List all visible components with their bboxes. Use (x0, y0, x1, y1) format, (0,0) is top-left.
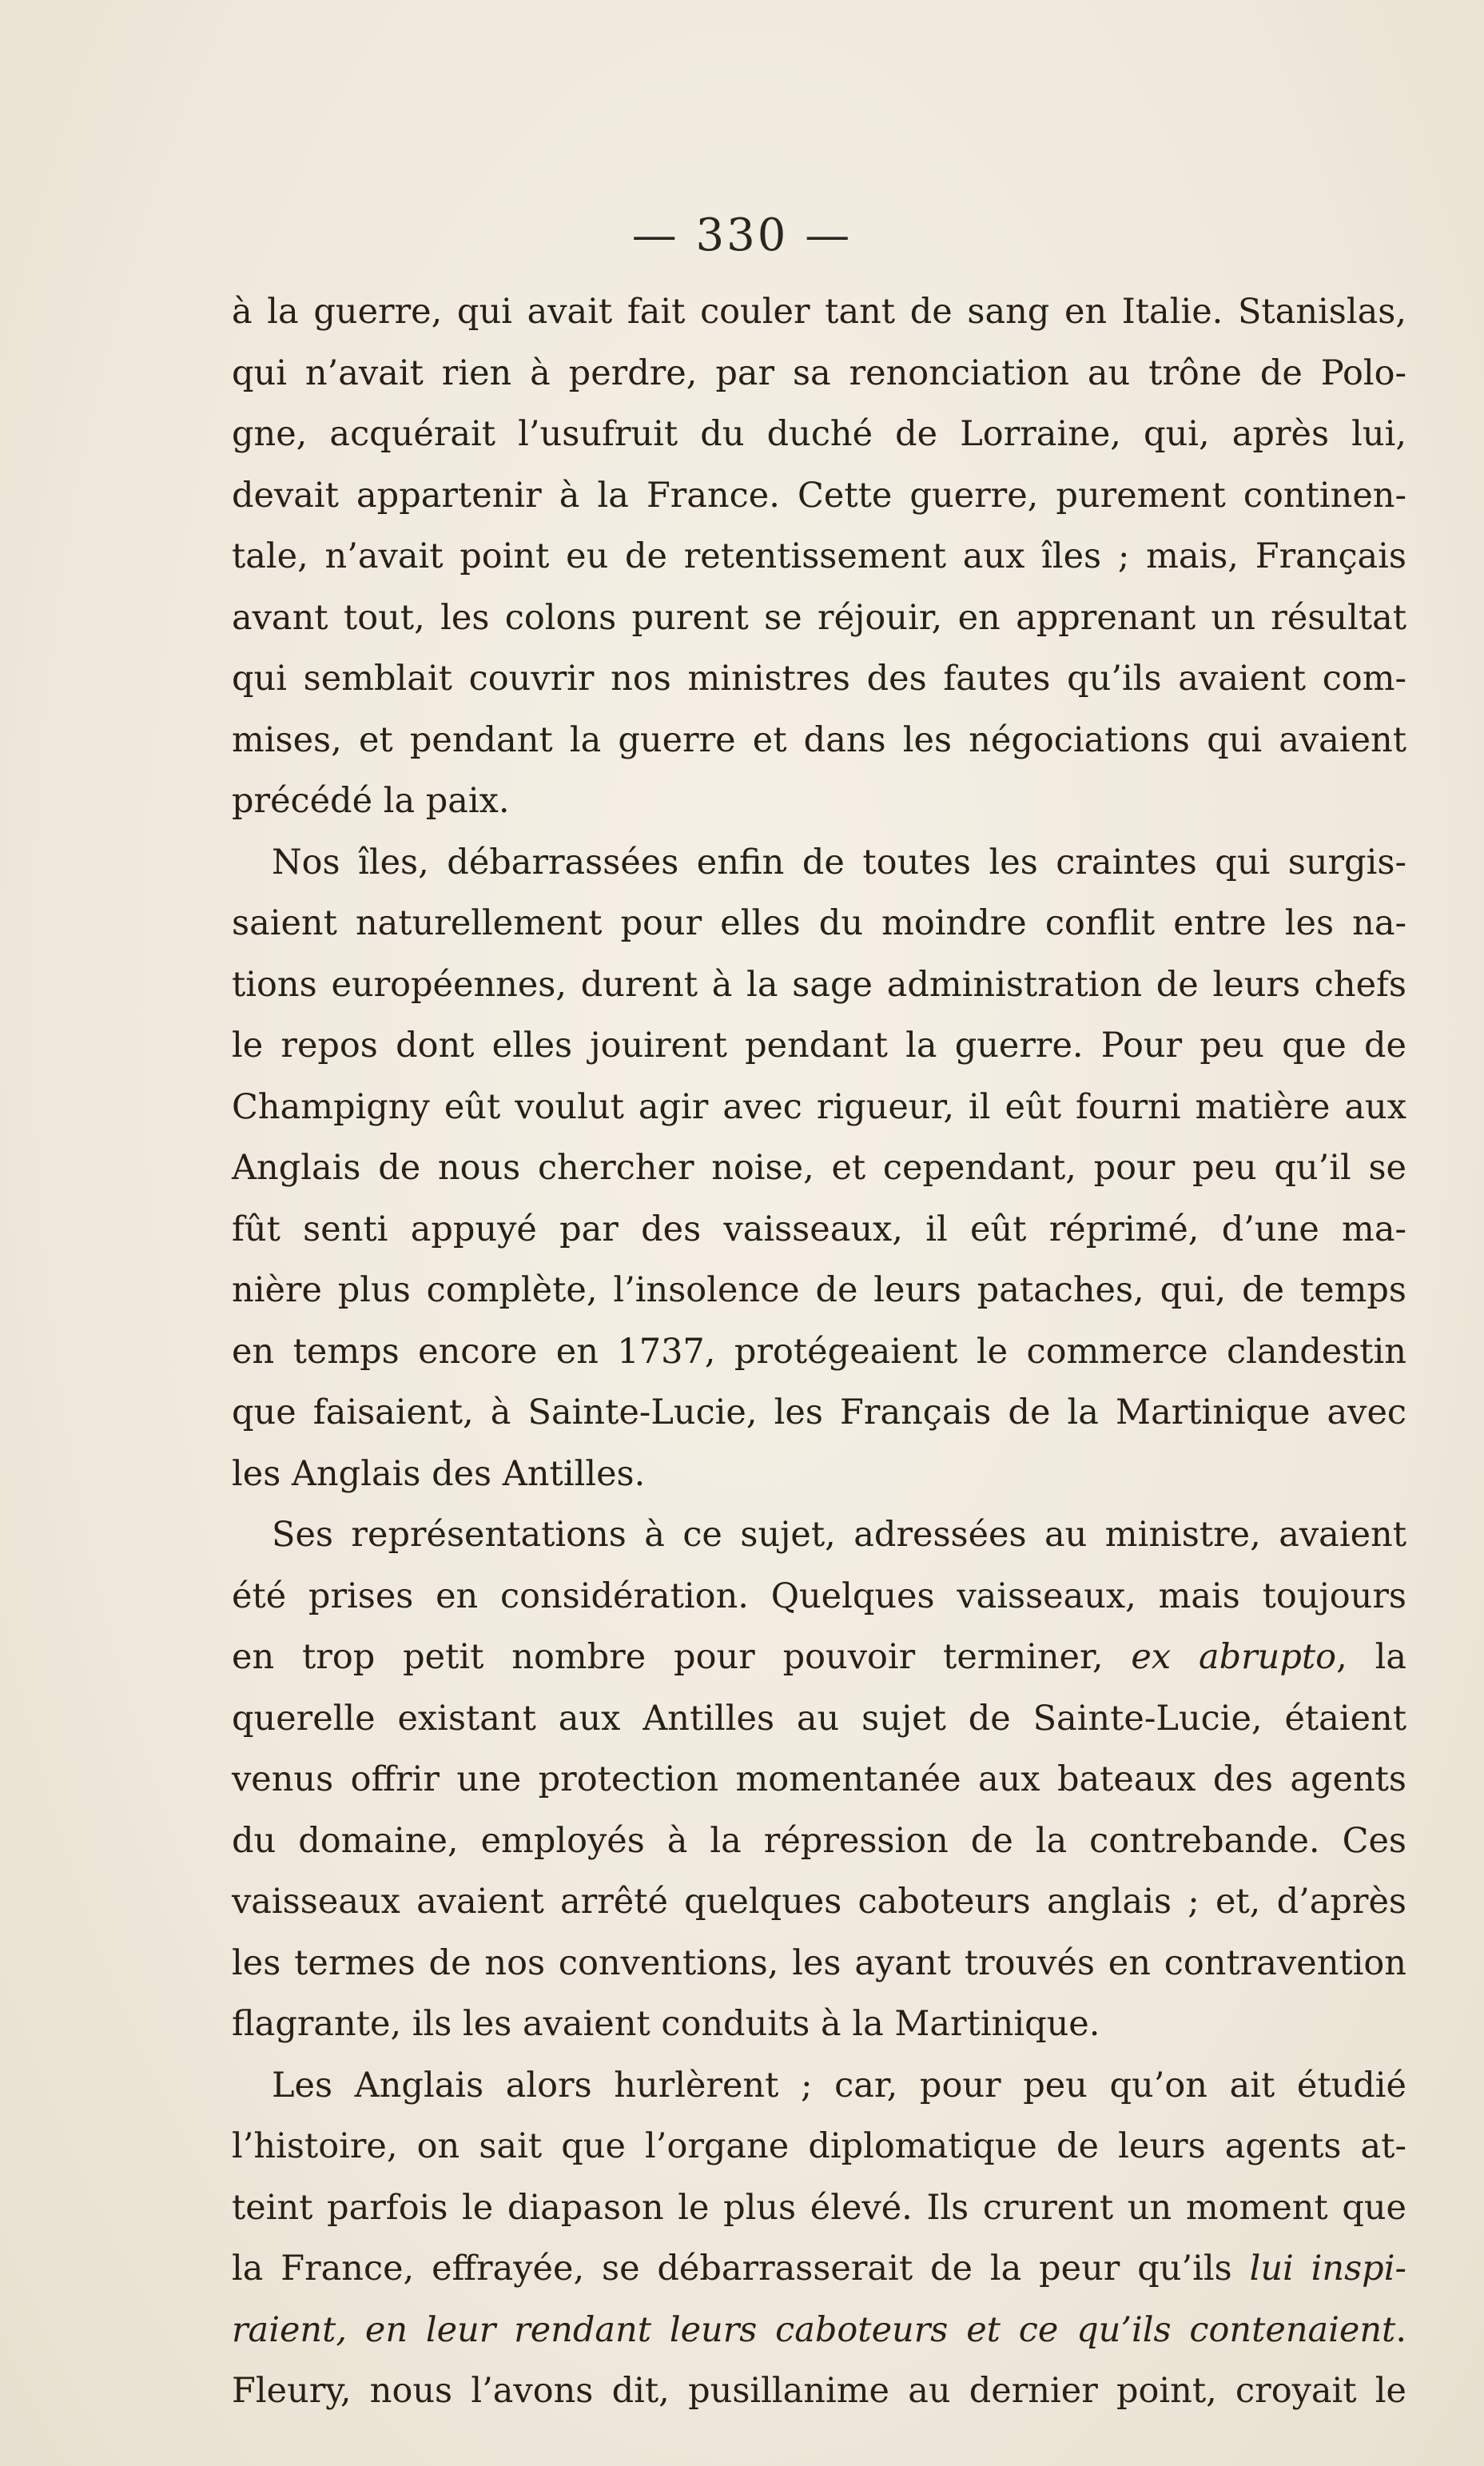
paragraph (232, 832, 1406, 1505)
text-line: Les Anglais alors hurlèrent ; car, pour peu qu’on ait étudié (272, 2065, 1406, 2105)
text-line: en temps encore en 1737, protégeaient le commerce clandestin (232, 1331, 1406, 1372)
text-line: flagrante, ils les avaient conduits à la Martinique. (232, 2004, 1100, 2044)
text-line: teint parfois le diapason le plus élevé. Ils crurent un moment que (232, 2187, 1406, 2228)
text-line: nière plus complète, l’insolence de leurs pataches, qui, de temps (232, 1270, 1406, 1310)
text-line: Ses représentations à ce sujet, adressées au ministre, avaient (272, 1515, 1406, 1555)
text-line: saient naturellement pour elles du moindre conflit entre les na- (232, 903, 1406, 943)
paragraph (232, 281, 1406, 832)
body-text (232, 281, 1406, 2422)
text-line: Fleury, nous l’avons dit, pusillanime au dernier point, croyait le (232, 2371, 1406, 2411)
text-line: à la guerre, qui avait fait couler tant de sang en Italie. Stanislas, (232, 292, 1406, 332)
text-line: Anglais de nous chercher noise, et cependant, pour peu qu’il se (232, 1148, 1406, 1188)
text-line: été prises en considération. Quelques vaisseaux, mais toujours (232, 1576, 1406, 1616)
page-number: — 330 — (631, 209, 853, 261)
paragraph (232, 2055, 1406, 2422)
text-line: que faisaient, à Sainte-Lucie, les Français de la Martinique avec (232, 1392, 1406, 1432)
text-line: vaisseaux avaient arrêté quelques caboteurs anglais ; et, d’après (232, 1882, 1406, 1922)
text-line: l’histoire, on sait que l’organe diplomatique de leurs agents at- (232, 2126, 1406, 2166)
text-line: précédé la paix. (232, 781, 510, 821)
text-line: tions européennes, durent à la sage administration de leurs chefs (232, 964, 1406, 1005)
text-line: raient, en leur rendant leurs caboteurs et ce qu’ils contenaient. (232, 2309, 1406, 2350)
text-line: mises, et pendant la guerre et dans les négociations qui avaient (232, 719, 1406, 760)
text-line: la France, effrayée, se débarrasserait de la peur qu’ils lui inspi- (232, 2249, 1406, 2289)
text-line: venus offrir une protection momentanée aux bateaux des agents (232, 1759, 1406, 1799)
text-line: Nos îles, débarrassées enfin de toutes les craintes qui surgis- (272, 842, 1406, 882)
text-line: qui semblait couvrir nos ministres des fautes qu’ils avaient com- (232, 659, 1406, 699)
text-line: querelle existant aux Antilles au sujet de Sainte-Lucie, étaient (232, 1698, 1406, 1739)
italic-phrase: ex abrupto (1131, 1637, 1337, 1677)
text-line: avant tout, les colons purent se réjouir, en apprenant un résultat (232, 597, 1406, 638)
italic-phrase: raient, en leur rendant leurs caboteurs et ce qu’ils contenaient (232, 2309, 1396, 2350)
text-line: fût senti appuyé par des vaisseaux, il eût réprimé, d’une ma- (232, 1209, 1406, 1249)
text-line: devait appartenir à la France. Cette guerre, purement continen- (232, 475, 1406, 516)
italic-phrase: lui inspi- (1249, 2249, 1406, 2289)
text-line: en trop petit nombre pour pouvoir terminer, ex abrupto, la (232, 1637, 1406, 1677)
text-line: les Anglais des Antilles. (232, 1453, 646, 1494)
text-line: tale, n’avait point eu de retentissement aux îles ; mais, Français (232, 536, 1406, 576)
text-line: qui n’avait rien à perdre, par sa renonciation au trône de Polo- (232, 353, 1406, 393)
text-line: du domaine, employés à la répression de la contrebande. Ces (232, 1820, 1406, 1861)
text-line: Champigny eût voulut agir avec rigueur, il eût fourni matière aux (232, 1086, 1406, 1127)
text-line: les termes de nos conventions, les ayant trouvés en contravention (232, 1942, 1406, 1983)
paragraph (232, 1504, 1406, 2055)
text-line: gne, acquérait l’usufruit du duché de Lorraine, qui, après lui, (232, 414, 1406, 454)
text-line: le repos dont elles jouirent pendant la guerre. Pour peu que de (232, 1026, 1406, 1066)
